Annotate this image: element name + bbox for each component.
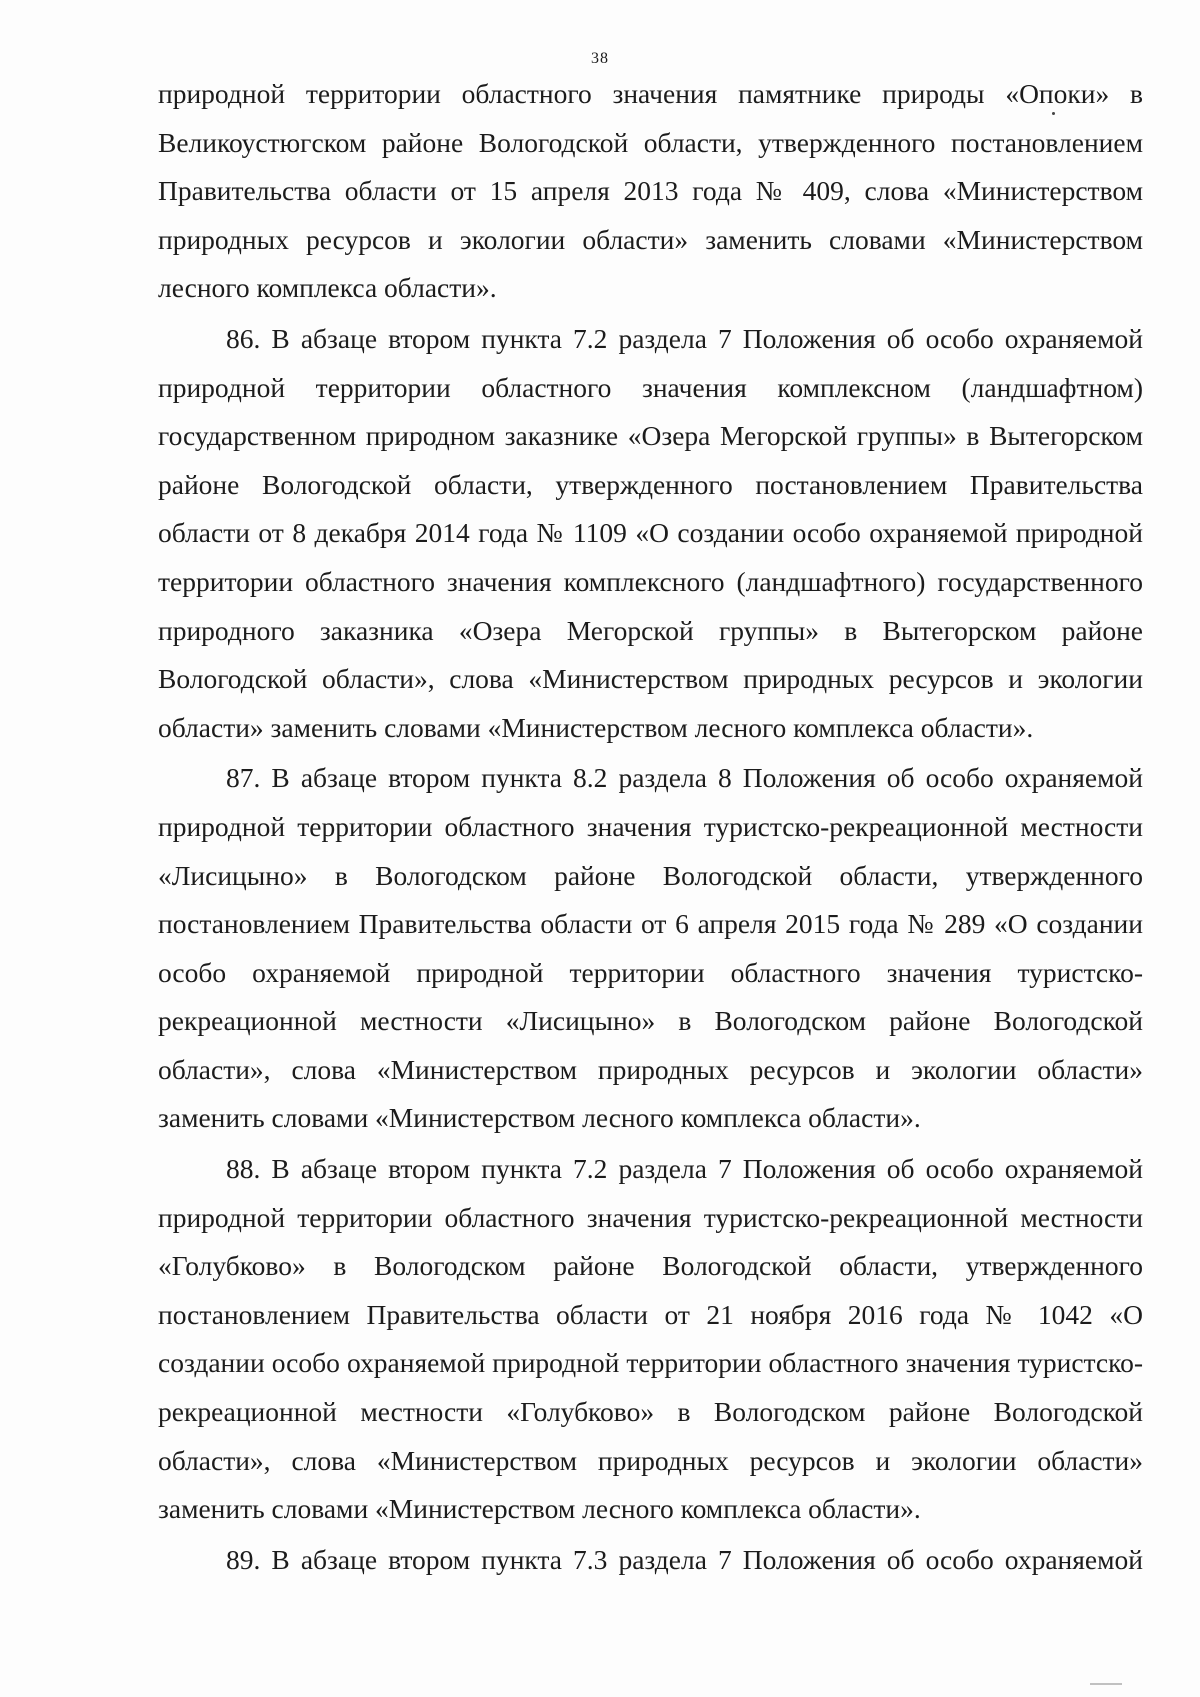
paragraph-89: 89. В абзаце втором пункта 7.3 раздела 7 Положения об особо охраняемой (226, 1543, 1143, 1575)
page-number: 38 (591, 50, 609, 67)
paragraph-86: 86. В абзаце втором пункта 7.2 раздела 7 Положения об особо охраняемой природной территории областного значения комплексном (ландшафтном) государственном природном заказнике «Озера Мегорской группы» в Вытегорском районе Вологодской области, утвержденного постановлением Правительства области от 8 декабря 2014 года № 1109 «О создании особо охраняемой природной территории областного значения комплексного (ландшафтного) государственного природного заказника «Озера Мегорской группы» в Вытегорском районе Вологодской области», слова «Министерством природных ресурсов и экологии области» заменить словами «Министерством лесного комплекса области». (158, 322, 1143, 743)
paragraph-continuation: природной территории областного значения памятнике природы «Опоки» в Великоустюгском районе Вологодской области, утвержденного постановлением Правительства области от 15 апреля 2013 года № 409, слова «Министерством природных ресурсов и экологии области» заменить словами «Министерством лесного комплекса области». (158, 78, 1143, 304)
paragraph-87: 87. В абзаце втором пункта 8.2 раздела 8 Положения об особо охраняемой природной территории областного значения туристско-рекреационной местности «Лисицыно» в Вологодском районе Вологодской области, утвержденного постановлением Правительства области от 6 апреля 2015 года № 289 «О создании особо охраняемой природной территории областного значения туристско-рекреационной местности «Лисицыно» в Вологодском районе Вологодской области», слова «Министерством природных ресурсов и экологии области» заменить словами «Министерством лесного комплекса области». (158, 762, 1143, 1134)
paragraph-88: 88. В абзаце втором пункта 7.2 раздела 7 Положения об особо охраняемой природной территории областного значения туристско-рекреационной местности «Голубково» в Вологодском районе Вологодской области, утвержденного постановлением Правительства области от 21 ноября 2016 года № 1042 «О создании особо охраняемой природной территории областного значения туристско-рекреационной местности «Голубково» в Вологодском районе Вологодской области», слова «Министерством природных ресурсов и экологии области» заменить словами «Министерством лесного комплекса области». (158, 1153, 1143, 1525)
scan-artifact (1090, 1683, 1122, 1685)
document-body (158, 70, 1143, 1584)
